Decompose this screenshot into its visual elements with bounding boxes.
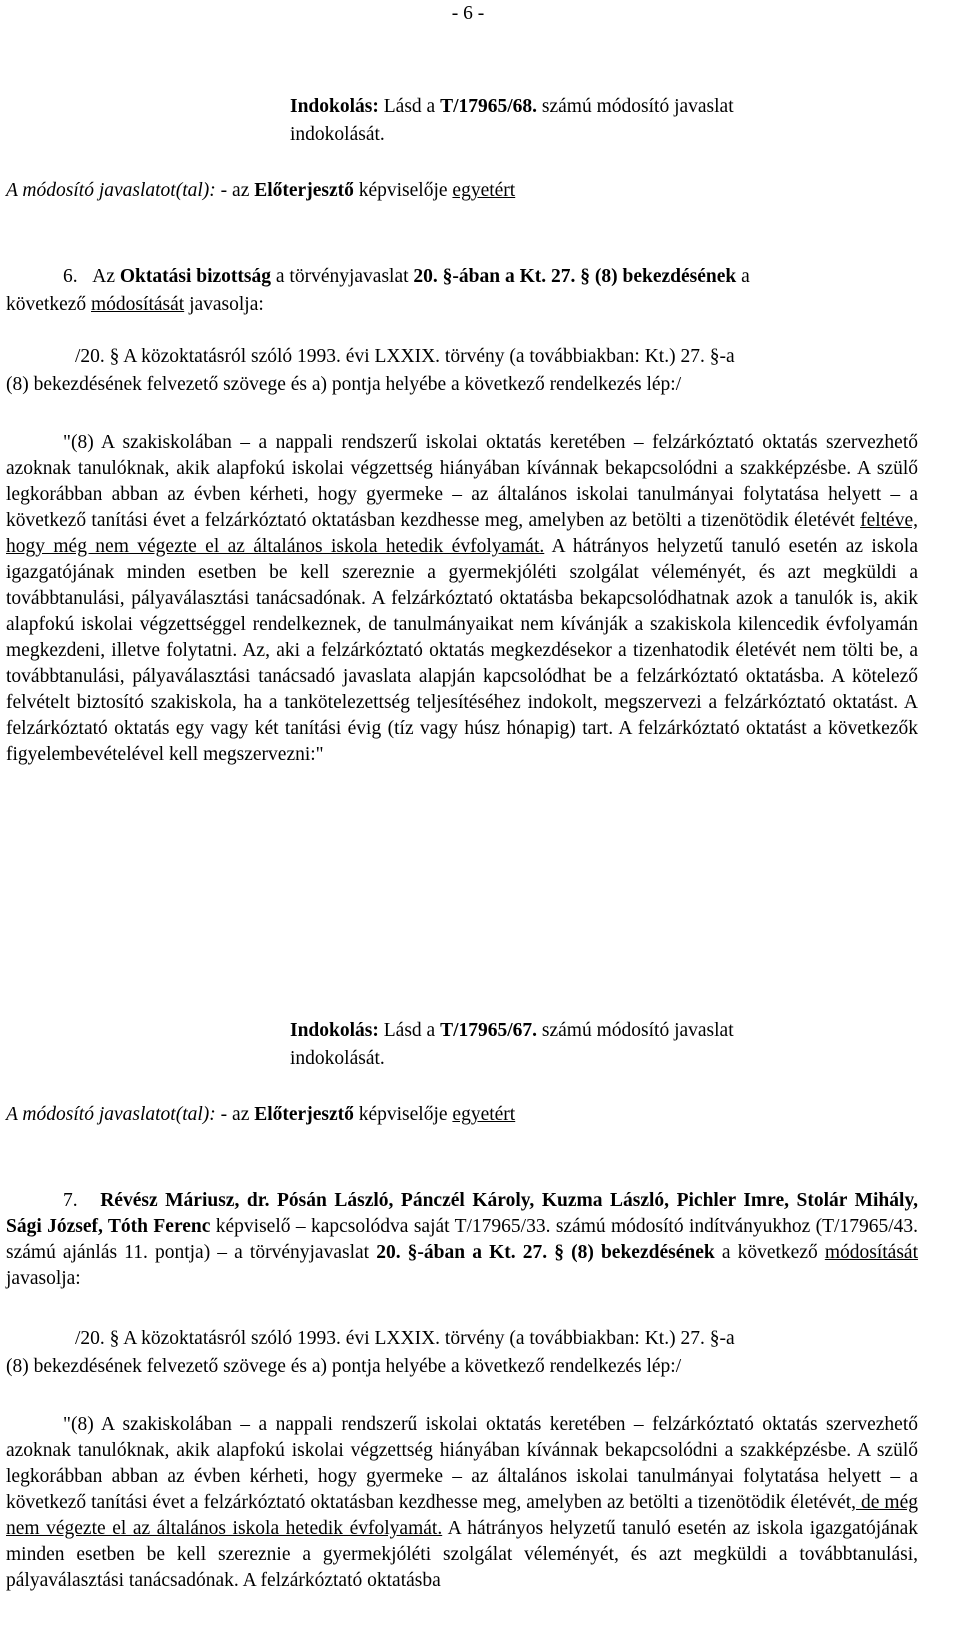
item-6-law-line-2: (8) bekezdésének felvezető szövege és a) pontja helyébe a következő rendelkezés lép:/ — [6, 374, 682, 395]
item-7-heading: 7. Révész Máriusz, dr. Pósán László, Pánczél Károly, Kuzma László, Pichler Imre, Stolár Mihály, Sági József, Tóth Ferenc képviselő – kapcsolódva saját T/17965/33. számú módosító indítványukhoz (T/17965/43. számú ajánlás 11. pontja) – a törvényjavaslat 20. §-ában a Kt. 27. § (8) bekezdésének a következő módosítását javasolja: — [6, 1190, 919, 1289]
item-6-heading-line-2: következő módosítását javasolja: — [6, 294, 264, 315]
item-6-heading: 6. Az Oktatási bizottság a törvényjavaslat 20. §-ában a Kt. 27. § (8) bekezdésének a — [63, 266, 750, 287]
item-6-justification: Indokolás: Lásd a T/17965/67. számú módosító javaslat — [290, 1020, 734, 1041]
item-7-law-line-2: (8) bekezdésének felvezető szövege és a) pontja helyébe a következő rendelkezés lép:/ — [6, 1356, 682, 1377]
justification-line: Indokolás: Lásd a T/17965/68. számú módosító javaslat — [290, 96, 734, 117]
item-7-quote: "(8) A szakiskolában – a nappali rendszerű iskolai oktatás keretében – felzárkóztató oktatás szervezhető azoknak tanulóknak, akik alapfokú iskolai végzettség hiányában kívánnak bekapcsolódni a szakképzésbe. A szülő legkorábban abban az évben kérheti, hogy gyermeke – az általános iskolai tanulmányai folytatása helyett – a következő tanítási évet a felzárkóztató oktatásban kezdhesse meg, amelyben az betölti a tizenötödik életévét, de még nem végezte el az általános iskola hetedik évfolyamát. A hátrányos helyzetű tanuló esetén az iskola igazgatójának minden esetben be kell szereznie a gyermekjóléti szolgálat véleményét, és azt megküldi a továbbtanulási, pályaválasztási tanácsadónak. A felzárkóztató oktatásba — [6, 1414, 918, 1591]
item-6-amendment-verdict: A módosító javaslatot(tal): - az Előterjesztő képviselője egyetért — [6, 1104, 516, 1125]
justification-line-2: indokolását. — [290, 124, 385, 145]
item-6-justification-line-2: indokolását. — [290, 1048, 385, 1069]
page-number: - 6 - — [451, 3, 485, 24]
amendment-verdict: A módosító javaslatot(tal): - az Előterjesztő képviselője egyetért — [6, 180, 516, 201]
item-7-law-line-1: /20. § A közoktatásról szóló 1993. évi LXXIX. törvény (a továbbiakban: Kt.) 27. §-a — [75, 1328, 735, 1349]
item-6-quote: "(8) A szakiskolában – a nappali rendszerű iskolai oktatás keretében – felzárkóztató oktatás szervezhető azoknak tanulóknak, akik alapfokú iskolai végzettség hiányában kívánnak bekapcsolódni a szakképzésbe. A szülő legkorábban abban az évben kérheti, hogy gyermeke – az általános iskolai tanulmányai folytatása helyett – a következő tanítási évet a felzárkóztató oktatásban kezdhesse meg, amelyben az betölti a tizenötödik életévét feltéve, hogy még nem végezte el az általános iskola hetedik évfolyamát. A hátrányos helyzetű tanuló esetén az iskola igazgatójának minden esetben be kell szereznie a gyermekjóléti szolgálat véleményét, és azt megküldi a továbbtanulási, pályaválasztási tanácsadónak. A felzárkóztató oktatásba bekapcsolódhatnak azok a tanulók is, akik alapfokú iskolai végzettséggel rendelkeznek, de tanulmányaikat nem kívánják a szakiskola kilencedik évfolyamán megkezdeni, illetve folytatni. Az, aki a felzárkóztató oktatás megkezdésekor a tizenhatodik életévét nem tölti be, a továbbtanulási, pályaválasztási tanácsadó javaslata alapján kapcsolódhat be a felzárkóztató oktatásba. A kötelező felvételt biztosító szakiskola, ha a tankötelezettség teljesítéséhez indokolt, megszervezi a felzárkóztató oktatást. A felzárkóztató oktatás egy vagy két tanítási évig (tíz vagy húsz hónapig) tart. A felzárkóztató oktatást a következők figyelembevételével kell megszervezni:" — [6, 432, 918, 765]
item-6-law-line-1: /20. § A közoktatásról szóló 1993. évi LXXIX. törvény (a továbbiakban: Kt.) 27. §-a — [75, 346, 735, 367]
